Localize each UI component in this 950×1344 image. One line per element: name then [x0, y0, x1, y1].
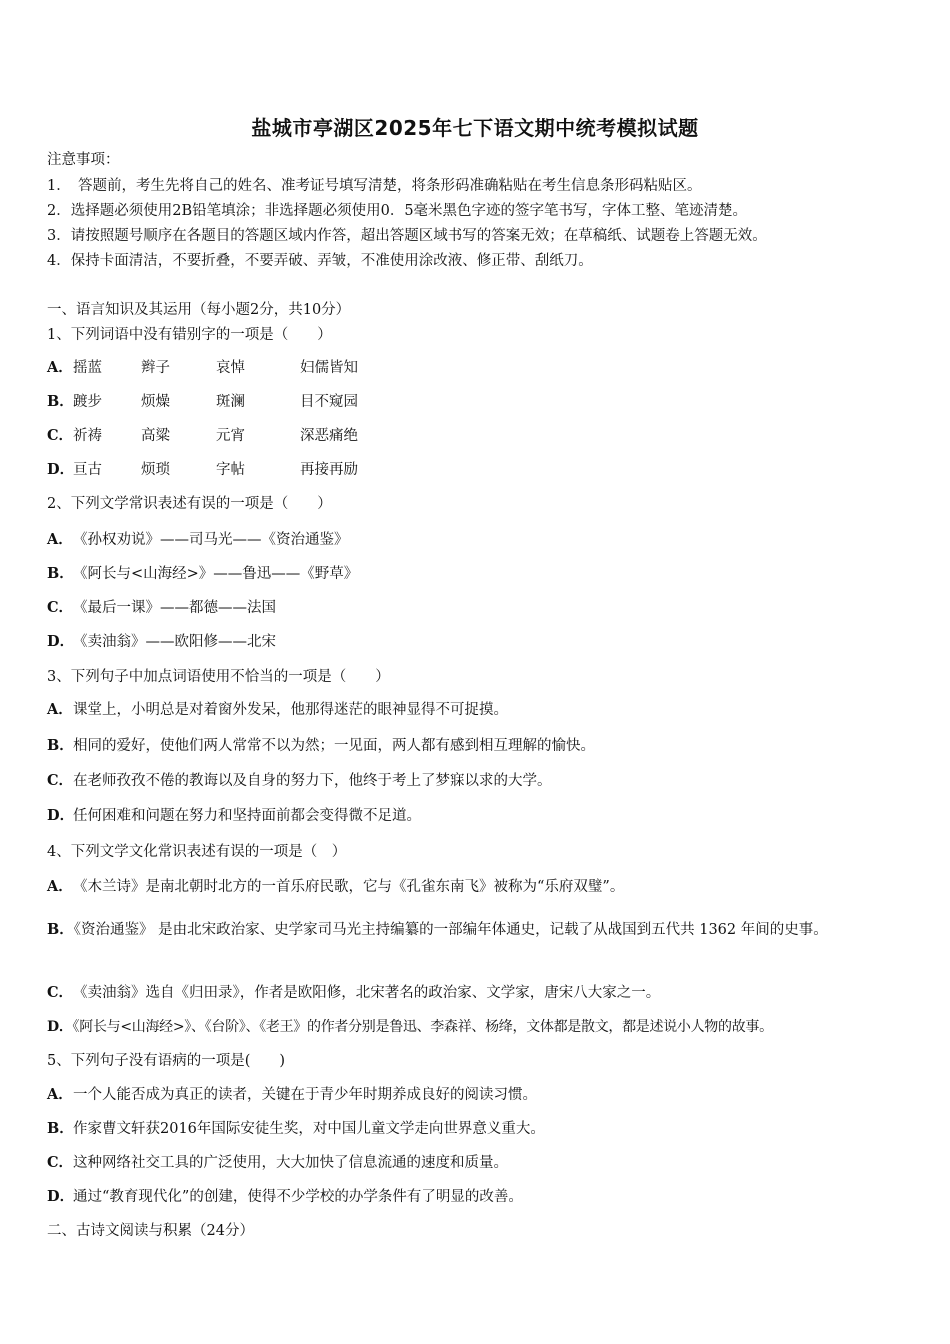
option-word: 再接再励	[300, 462, 358, 478]
option-letter: C．	[47, 599, 74, 616]
option-letter: A．	[47, 1086, 73, 1103]
answer-option	[47, 911, 907, 949]
option-text: 任何困难和问题在努力和坚持面前都会变得微不足道。	[73, 808, 421, 824]
section-heading: 二、古诗文阅读与积累（24分）	[47, 1223, 254, 1239]
option-text: 通过“教育现代化”的创建，使得不少学校的办学条件有了明显的改善。	[73, 1189, 523, 1205]
option-text: 一个人能否成为真正的读者，关键在于青少年时期养成良好的阅读习惯。	[73, 1087, 537, 1103]
notice-heading: 注意事项：	[47, 152, 120, 168]
option-text: 《孙权劝说》——司马光——《资治通鉴》	[73, 532, 349, 548]
option-word: 辫子	[141, 360, 170, 376]
answer-option	[47, 1153, 508, 1173]
option-letter: B．	[47, 393, 74, 410]
option-letter: B．	[47, 565, 74, 582]
answer-option	[47, 426, 358, 446]
answer-option	[47, 736, 595, 756]
answer-option	[47, 1017, 773, 1037]
option-word: 字帖	[216, 462, 245, 478]
option-word: 亘古	[73, 462, 102, 478]
answer-option	[47, 632, 276, 652]
option-letter: B．	[47, 921, 74, 938]
answer-option	[47, 1085, 537, 1105]
option-text: 相同的爱好，使他们两人常常不以为然；一见面，两人都有感到相互理解的愉快。	[73, 738, 595, 754]
answer-option	[47, 806, 421, 826]
option-letter: A．	[47, 878, 73, 895]
answer-option	[47, 1119, 545, 1139]
question-stem: 3、下列句子中加点词语使用不恰当的一项是（ ）	[47, 669, 390, 685]
option-text: 《最后一课》——都德——法国	[73, 600, 276, 616]
question-stem: 5、下列句子没有语病的一项是( )	[47, 1053, 286, 1069]
answer-option	[47, 530, 349, 550]
answer-option	[47, 358, 358, 378]
option-text: 作家曹文轩获2016年国际安徒生奖，对中国儿童文学走向世界意义重大。	[73, 1121, 545, 1137]
option-letter: D．	[47, 1019, 73, 1035]
option-letter: D．	[47, 633, 75, 650]
option-word: 哀悼	[216, 360, 245, 376]
option-text: 《资治通鉴》 是由北宋政治家、史学家司马光主持编纂的一部编年体通史，记载了从战国到五代共 1362 年间的史事。	[73, 922, 828, 938]
notice-item: 4．保持卡面清洁，不要折叠，不要弄破、弄皱，不准使用涂改液、修正带、刮纸刀。	[47, 253, 593, 269]
option-letter: A．	[47, 359, 73, 376]
option-text: 《阿长与<山海经>》——鲁迅——《野草》	[73, 566, 359, 582]
option-text: 课堂上，小明总是对着窗外发呆，他那得迷茫的眼神显得不可捉摸。	[73, 702, 508, 718]
answer-option	[47, 877, 624, 897]
option-word: 高粱	[141, 428, 170, 444]
notice-item: 2．选择题必须使用2B铅笔填涂；非选择题必须使用0．5毫米黑色字迹的签字笔书写，字体工整、笔迹清楚。	[47, 203, 748, 219]
answer-option	[47, 700, 508, 720]
option-letter: D．	[47, 1188, 75, 1205]
question-stem: 2、下列文学常识表述有误的一项是（ ）	[47, 496, 332, 512]
option-letter: C．	[47, 1154, 74, 1171]
option-letter: B．	[47, 737, 74, 754]
option-word: 踱步	[73, 394, 102, 410]
answer-option	[47, 392, 358, 412]
question-stem: 1、下列词语中没有错别字的一项是（ ）	[47, 327, 332, 343]
answer-option	[47, 1187, 523, 1207]
option-letter: D．	[47, 807, 75, 824]
option-text: 这种网络社交工具的广泛使用，大大加快了信息流通的速度和质量。	[73, 1155, 508, 1171]
option-word: 摇蓝	[73, 360, 102, 376]
option-letter: A．	[47, 531, 73, 548]
option-word: 烦燥	[141, 394, 170, 410]
option-letter: A．	[47, 701, 73, 718]
answer-option	[47, 564, 358, 584]
answer-option	[47, 460, 358, 480]
option-word: 目不窥园	[300, 394, 358, 410]
answer-option	[47, 983, 660, 1003]
option-text: 《阿长与<山海经>》、《台阶》、《老王》的作者分别是鲁迅、李森祥、杨绛，文体都是散文，都是述说小人物的故事。	[72, 1019, 773, 1035]
notice-item: 3．请按照题号顺序在各题目的答题区域内作答，超出答题区域书写的答案无效；在草稿纸、试题卷上答题无效。	[47, 228, 767, 244]
option-word: 斑澜	[216, 394, 245, 410]
option-text: 《卖油翁》选自《归田录》，作者是欧阳修，北宋著名的政治家、文学家，唐宋八大家之一。	[73, 985, 661, 1001]
question-stem: 4、下列文学文化常识表述有误的一项是（ ）	[47, 844, 347, 860]
option-text: 《卖油翁》——欧阳修——北宋	[73, 634, 276, 650]
option-word: 妇儒皆知	[300, 360, 358, 376]
option-word: 烦琐	[141, 462, 170, 478]
option-letter: B．	[47, 1120, 74, 1137]
option-letter: C．	[47, 427, 74, 444]
option-word: 深恶痛绝	[300, 428, 358, 444]
option-text: 在老师孜孜不倦的教诲以及自身的努力下，他终于考上了梦寐以求的大学。	[73, 773, 552, 789]
option-letter: C．	[47, 772, 74, 789]
option-word: 祈祷	[73, 428, 102, 444]
page-title: 盐城市亭湖区2025年七下语文期中统考模拟试题	[251, 116, 699, 140]
option-word: 元宵	[216, 428, 245, 444]
option-letter: C．	[47, 984, 74, 1001]
answer-option	[47, 598, 276, 618]
notice-item: 1． 答题前，考生先将自己的姓名、准考证号填写清楚，将条形码准确粘贴在考生信息条形码粘贴区。	[47, 178, 702, 194]
answer-option	[47, 771, 552, 791]
option-letter: D．	[47, 461, 75, 478]
section-heading: 一、语言知识及其运用（每小题2分，共10分）	[47, 302, 351, 318]
option-text: 《木兰诗》是南北朝时北方的一首乐府民歌，它与《孔雀东南飞》被称为“乐府双璧”。	[73, 879, 625, 895]
